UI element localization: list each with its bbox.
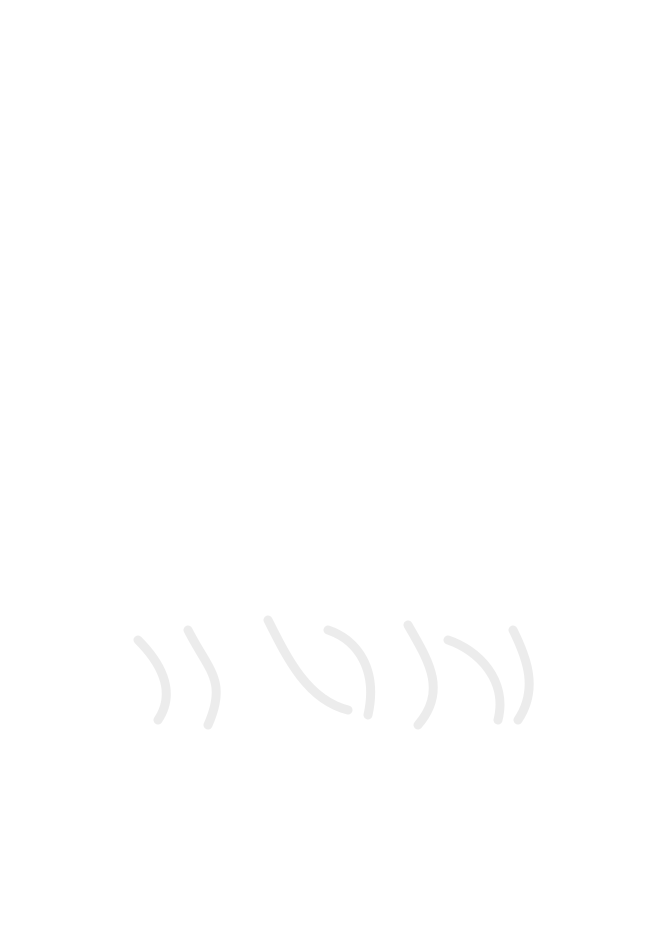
watermark-logo — [118, 600, 558, 730]
